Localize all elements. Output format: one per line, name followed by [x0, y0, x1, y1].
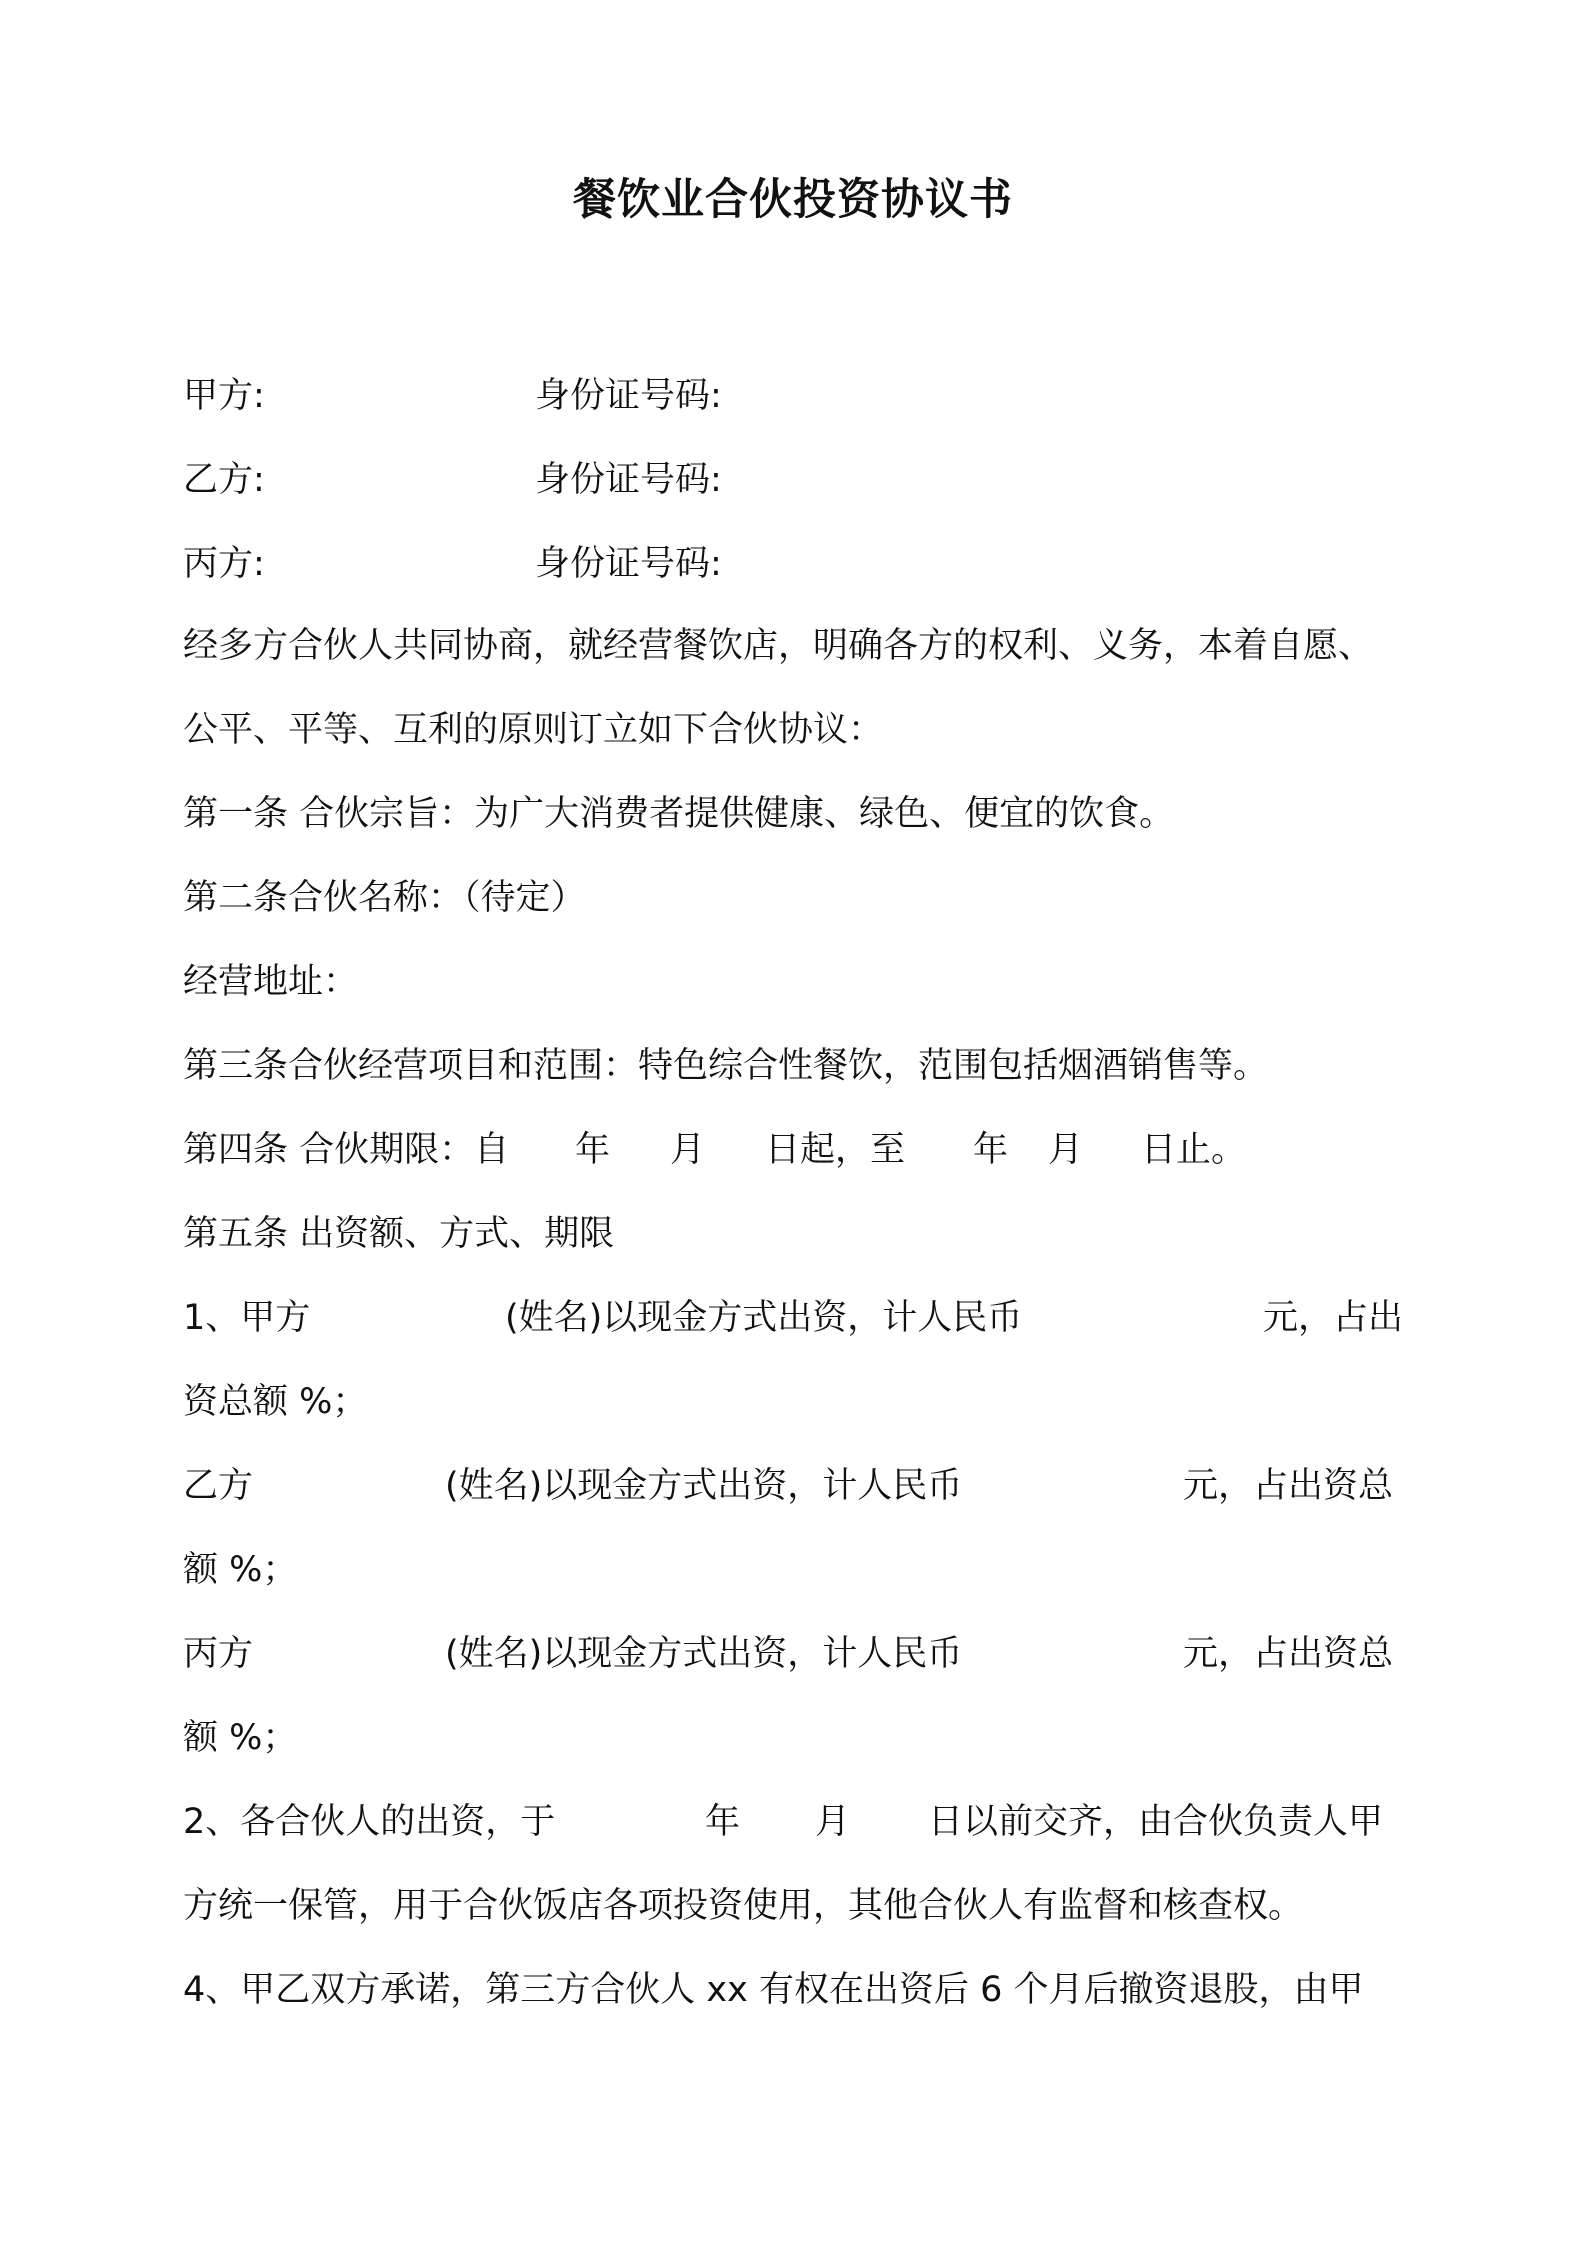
article-3: 第三条合伙经营项目和范围：特色综合性餐饮，范围包括烟酒销售等。 [183, 1046, 1269, 1086]
contribution-yi-mid: (姓名)以现金方式出资，计人民币 [445, 1466, 963, 1506]
contribution-bing [183, 1630, 1403, 1678]
contribution-jia-line2: 资总额 %； [183, 1382, 368, 1422]
business-address: 经营地址： [183, 962, 359, 1002]
article-1: 第一条 合伙宗旨：为广大消费者提供健康、绿色、便宜的饮食。 [183, 794, 1175, 834]
clause-2 [183, 1798, 1403, 1846]
intro-line-1: 经多方合伙人共同协商，就经营餐饮店，明确各方的权利、义务，本着自愿、 [183, 626, 1374, 666]
article-4-day-start: 日起，至 [765, 1130, 906, 1170]
article-5: 第五条 出资额、方式、期限 [183, 1214, 615, 1254]
party-yi-row [183, 456, 265, 504]
contribution-bing-mid: (姓名)以现金方式出资，计人民币 [445, 1634, 963, 1674]
party-label: 甲方: [183, 376, 265, 416]
party-yi-id: 身份证号码: [535, 460, 722, 500]
contribution-jia [183, 1294, 1403, 1342]
document-title: 餐饮业合伙投资协议书 [573, 175, 1013, 225]
article-4-day-end: 日止。 [1141, 1130, 1247, 1170]
contribution-yi [183, 1462, 1403, 1510]
party-jia-row [183, 372, 265, 420]
contribution-yi-end: 元，占出资总 [1183, 1466, 1394, 1506]
contribution-jia-end: 元，占出 [1263, 1298, 1404, 1338]
contribution-jia-start: 1、甲方 [183, 1298, 311, 1338]
clause-4: 4、甲乙双方承诺，第三方合伙人 xx 有权在出资后 6 个月后撤资退股，由甲 [183, 1970, 1364, 2010]
contribution-bing-line2: 额 %； [183, 1718, 298, 1758]
contribution-jia-mid: (姓名)以现金方式出资，计人民币 [505, 1298, 1023, 1338]
clause-2-year: 年 [705, 1802, 741, 1842]
contribution-yi-line2: 额 %； [183, 1550, 298, 1590]
contribution-yi-start: 乙方 [183, 1466, 254, 1506]
article-4-prefix: 第四条 合伙期限：自 [183, 1130, 510, 1170]
party-label: 乙方: [183, 460, 265, 500]
clause-2-line2: 方统一保管，用于合伙饭店各项投资使用，其他合伙人有监督和核查权。 [183, 1886, 1304, 1926]
article-4-year-end: 年 [973, 1130, 1009, 1170]
intro-line-2: 公平、平等、互利的原则订立如下合伙协议： [183, 710, 884, 750]
party-jia-id: 身份证号码: [535, 376, 722, 416]
article-4-month-end: 月 [1048, 1130, 1084, 1170]
article-4 [183, 1126, 1403, 1174]
article-2: 第二条合伙名称：（待定） [183, 878, 586, 918]
party-bing-row [183, 540, 265, 588]
clause-2-end: 日以前交齐，由合伙负责人甲 [928, 1802, 1384, 1842]
article-4-year-start: 年 [575, 1130, 611, 1170]
clause-2-month: 月 [815, 1802, 851, 1842]
party-label: 丙方: [183, 544, 265, 584]
clause-2-start: 2、各合伙人的出资，于 [183, 1802, 556, 1842]
contribution-bing-end: 元，占出资总 [1183, 1634, 1394, 1674]
contribution-bing-start: 丙方 [183, 1634, 254, 1674]
article-4-month-start: 月 [670, 1130, 706, 1170]
party-bing-id: 身份证号码: [535, 544, 722, 584]
